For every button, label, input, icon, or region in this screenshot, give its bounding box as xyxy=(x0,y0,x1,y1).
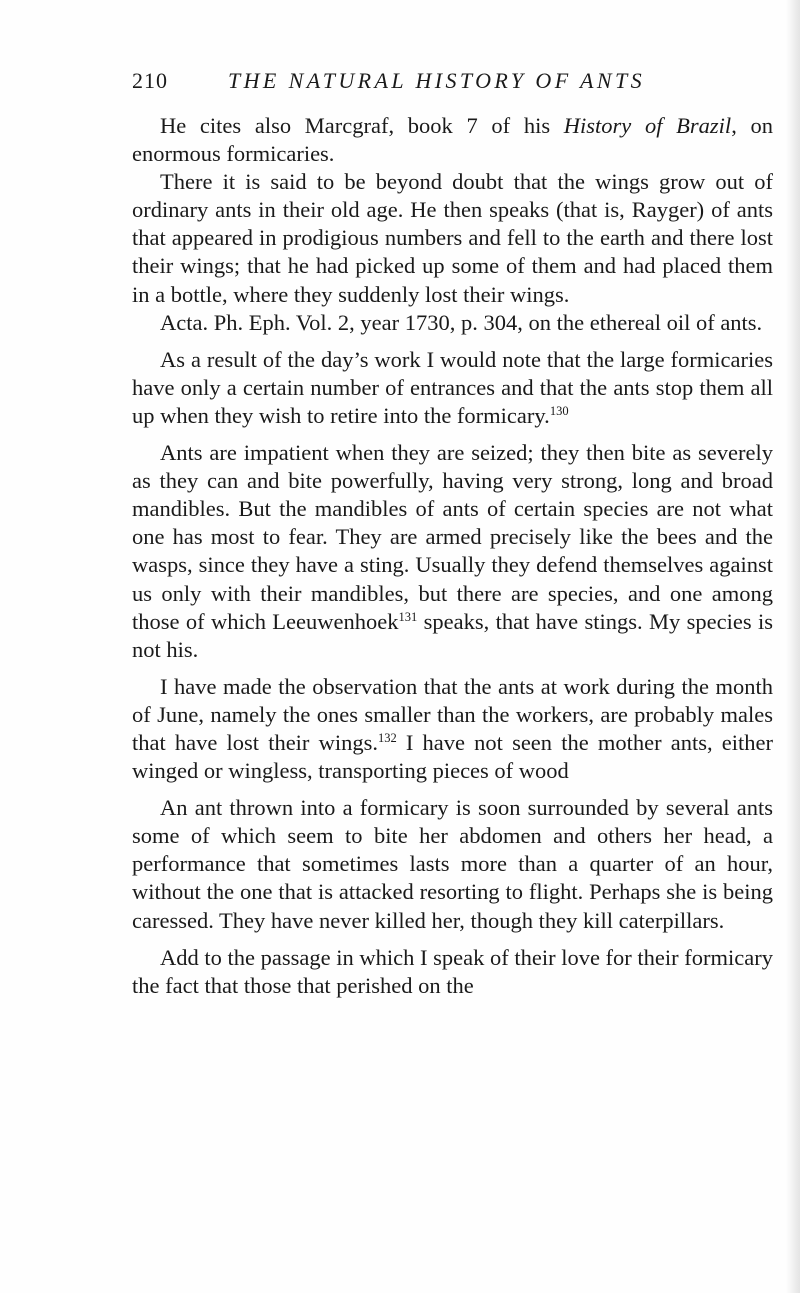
page-header xyxy=(0,68,800,104)
paragraph-acta: Acta. Ph. Eph. Vol. 2, year 1730, p. 304, on the ethereal oil of ants. xyxy=(160,309,763,335)
footnote-ref-132: 132 xyxy=(377,730,397,745)
body-text xyxy=(132,112,773,1000)
paragraph-thrown-ant: An ant thrown into a formicary is soon surrounded by several ants some of which seem to bite her abdomen and others her head, a performance that sometimes lasts more than a quarter of an hour, without the one that is attacked resorting to flight. Perhaps she is being caressed. They have never killed her, though they kill caterpillars. xyxy=(132,795,773,933)
footnote-ref-131: 131 xyxy=(398,609,418,624)
italic-book-title: History of Brazil xyxy=(563,113,732,138)
paragraph-mandibles: Ants are impatient when they are seized; they then bite as severely as they can and bite powerfully, having very strong, long and broad mandibles. But the mandibles of ants of certain species are not what one has most to fear. They are armed precisely like the bees and the wasps, since they have a sting. Usually they defend themselves against us only with their mandibles, but there are species, and one among those of which Leeuwenhoek$^{131}$ speaks, that have stings. My species is not his. xyxy=(132,440,773,662)
paragraph-males: I have made the observation that the ants at work during the month of June, namely the ones smaller than the workers, are probably males that have lost their wings.$^{132}$ I have not seen the mother ants, either winged or wingless, transporting pieces of wood xyxy=(132,673,773,784)
paragraph-marcgraf: He cites also Marcgraf, book 7 of his History of Brazil, on enormous formicaries. xyxy=(132,113,774,167)
page-number: 210 xyxy=(132,68,168,93)
paragraph-wings: There it is said to be beyond doubt that the wings grow out of ordinary ants in their old age. He then speaks (that is, Rayger) of ants that appeared in prodigious numbers and fell to the earth and there lost their wings; that he had picked up some of them and had placed them in a bottle, where they suddenly lost their wings. xyxy=(132,169,773,307)
page-edge-shadow xyxy=(786,0,800,1293)
paragraph-entrances: As a result of the day’s work I would note that the large formicaries have only a certain number of entrances and that the ants stop them all up when they wish to retire into the formicary.$^{130}$ xyxy=(132,346,773,428)
running-title: THE NATURAL HISTORY OF ANTS xyxy=(228,68,645,93)
paragraph-love-formicary: Add to the passage in which I speak of their love for their formicary the fact that those that perished on the xyxy=(132,944,773,998)
footnote-ref-130: 130 xyxy=(549,403,569,418)
